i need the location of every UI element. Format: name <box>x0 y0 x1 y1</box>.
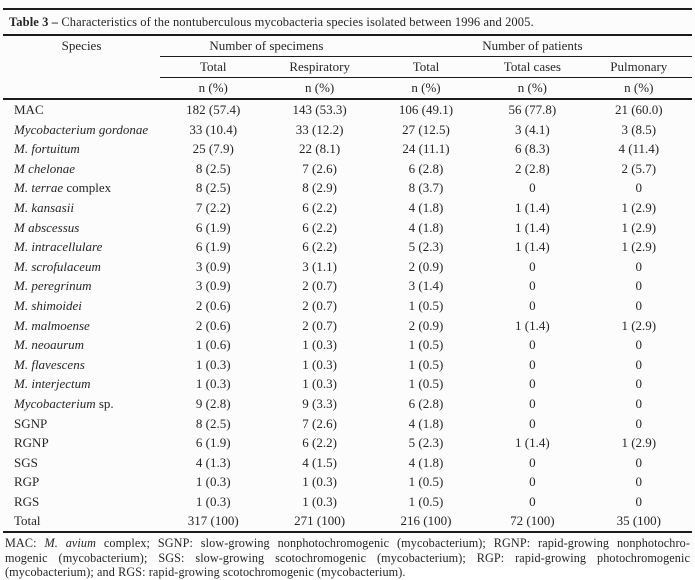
table-row <box>3 218 692 238</box>
species-cell <box>3 198 160 218</box>
table-row <box>3 296 692 316</box>
unit-header-row <box>3 78 692 100</box>
species-cell <box>3 374 160 394</box>
cell-value: 0 <box>635 415 643 431</box>
species-name: M. interjectum <box>14 376 91 392</box>
header-group-specimens: Number of specimens <box>160 35 373 57</box>
header-total-specimens: Total <box>160 57 266 78</box>
cell-value: 1 (2.9) <box>621 239 657 255</box>
cell-value: 2 (0.6) <box>195 317 231 333</box>
species-name: RGS <box>14 493 40 509</box>
footnote-line <box>5 565 690 580</box>
cell-value: 0 <box>635 376 643 392</box>
unit-label: n (%) <box>586 78 692 100</box>
cell-value: 0 <box>529 493 536 509</box>
cell-value: 9 (3.3) <box>302 395 337 411</box>
footnote-segment: M. avium <box>44 536 96 551</box>
table-row <box>3 99 692 120</box>
cell-value: 182 (57.4) <box>186 102 241 117</box>
cell-value: 4 (1.8) <box>408 415 444 431</box>
header-respiratory: Respiratory <box>266 57 372 78</box>
group-header-row <box>3 35 692 57</box>
cell-value: 1 (1.4) <box>515 239 550 255</box>
cell-value: 0 <box>635 395 643 411</box>
cell-value: 72 (100) <box>510 513 555 529</box>
species-table <box>3 34 692 533</box>
cell-value: 0 <box>529 376 536 392</box>
species-name: M abscessus <box>14 219 80 235</box>
header-total-patients: Total <box>373 57 479 78</box>
species-name: M. scrofulaceum <box>14 258 101 274</box>
cell-value: 6 (2.2) <box>302 435 337 451</box>
table-row <box>3 394 692 414</box>
cell-value: 317 (100) <box>187 513 239 529</box>
cell-value: 0 <box>529 356 536 372</box>
cell-value: 33 (10.4) <box>189 121 238 137</box>
subcolumn-header-row <box>3 57 692 78</box>
cell-value: 0 <box>529 395 536 411</box>
species-name: SGNP <box>14 415 48 431</box>
cell-value: 25 (7.9) <box>192 141 234 157</box>
table-row <box>3 492 692 512</box>
table-row <box>3 453 692 473</box>
footnote-line <box>5 536 690 551</box>
species-cell <box>3 492 160 512</box>
cell-value: 216 (100) <box>400 513 452 529</box>
table-row <box>3 120 692 140</box>
cell-value: 1 (0.3) <box>302 376 337 392</box>
cell-value: 2 (0.9) <box>408 258 444 274</box>
species-cell <box>3 511 160 532</box>
cell-value: 8 (2.9) <box>302 180 337 196</box>
cell-value: 22 (8.1) <box>299 141 341 157</box>
species-cell <box>3 453 160 473</box>
species-name: M. malmoense <box>14 317 90 333</box>
cell-value: 2 (5.7) <box>621 160 657 176</box>
table-row <box>3 414 692 434</box>
cell-value: 143 (53.3) <box>292 102 347 117</box>
header-spacer <box>3 78 160 100</box>
cell-value: 1 (0.3) <box>195 493 231 509</box>
table-row <box>3 139 692 159</box>
cell-value: 3 (4.1) <box>515 121 550 137</box>
cell-value: 8 (2.5) <box>195 415 231 431</box>
cell-value: 271 (100) <box>294 513 346 529</box>
table-header <box>3 35 692 99</box>
cell-value: 0 <box>635 337 643 353</box>
species-cell <box>3 237 160 257</box>
cell-value: 0 <box>529 278 536 294</box>
cell-value: 8 (2.5) <box>195 160 231 176</box>
cell-value: 1 (0.5) <box>408 493 444 509</box>
cell-value: 3 (0.9) <box>195 278 231 294</box>
cell-value: 7 (2.6) <box>302 160 337 176</box>
cell-value: 1 (2.9) <box>621 317 657 333</box>
species-name: M. peregrinum <box>14 278 92 294</box>
cell-value: 27 (12.5) <box>402 121 450 137</box>
cell-value: 0 <box>529 180 536 196</box>
cell-value: 1 (2.9) <box>621 199 657 215</box>
cell-value: 2 (0.7) <box>302 297 337 313</box>
cell-value: 6 (2.2) <box>302 239 337 255</box>
species-name: M. kansasii <box>14 199 74 215</box>
species-cell <box>3 433 160 453</box>
cell-value: 5 (2.3) <box>408 435 444 451</box>
footnote-segment: MAC: <box>5 536 45 551</box>
cell-value: 8 (3.7) <box>408 180 444 196</box>
cell-value: 3 (0.9) <box>195 258 231 274</box>
cell-value: 6 (1.9) <box>195 435 231 451</box>
species-name: M. terrae <box>14 180 64 196</box>
cell-value: 1 (0.3) <box>302 493 337 509</box>
cell-value: 6 (8.3) <box>515 141 550 157</box>
species-name: M. neoaurum <box>14 337 85 353</box>
footnote-segment: complex; SGNP: slow-growing nonphotochromogenic (mycobacterium); RGNP: rapid-growing nonphotochro- <box>96 536 691 551</box>
cell-value: 1 (1.4) <box>515 219 550 235</box>
cell-value: 6 (1.9) <box>195 219 231 235</box>
cell-value: 1 (1.4) <box>515 435 550 451</box>
species-name: Mycobacterium gordonae <box>14 121 149 137</box>
cell-value: 0 <box>635 493 643 509</box>
cell-value: 1 (0.6) <box>195 337 231 353</box>
header-total-cases: Total cases <box>479 57 585 78</box>
cell-value: 8 (2.5) <box>195 180 231 196</box>
cell-value: 1 (0.3) <box>195 376 231 392</box>
footnote-segment: (mycobacterium); and RGS: rapid-growing scotochromogenic (mycobacterium). <box>5 565 406 580</box>
cell-value: 6 (2.2) <box>302 219 337 235</box>
cell-value: 0 <box>529 258 536 274</box>
species-name: M. intracellulare <box>14 239 103 255</box>
table-row <box>3 433 692 453</box>
cell-value: 0 <box>635 356 643 372</box>
species-name: M. flavescens <box>14 356 85 372</box>
cell-value: 1 (1.4) <box>515 199 550 215</box>
table-row <box>3 472 692 492</box>
species-cell <box>3 159 160 179</box>
cell-value: 1 (0.5) <box>408 376 444 392</box>
unit-label: n (%) <box>373 78 479 100</box>
table-row <box>3 257 692 277</box>
species-name: Total <box>14 513 41 529</box>
cell-value: 1 (0.5) <box>408 356 444 372</box>
species-cell <box>3 139 160 159</box>
cell-value: 1 (0.5) <box>408 337 444 353</box>
cell-value: 1 (0.5) <box>408 474 444 490</box>
header-spacer <box>3 57 160 78</box>
cell-value: 4 (1.8) <box>408 219 444 235</box>
cell-value: 0 <box>529 474 536 490</box>
species-cell <box>3 296 160 316</box>
cell-value: 6 (2.8) <box>408 395 444 411</box>
species-name: RGP <box>14 474 40 490</box>
cell-value: 1 (0.3) <box>302 356 337 372</box>
header-species: Species <box>61 38 102 54</box>
cell-value: 3 (1.1) <box>302 258 337 274</box>
caption-text: Characteristics of the nontuberculous mycobacteria species isolated between 1996 and 2005. <box>61 15 534 29</box>
species-name: RGNP <box>14 435 49 451</box>
table-caption <box>3 10 692 34</box>
cell-value: 0 <box>635 258 643 274</box>
species-name: M. fortuitum <box>14 141 80 157</box>
table-body <box>3 99 692 532</box>
cell-value: 24 (11.1) <box>402 141 450 157</box>
cell-value: 0 <box>529 297 536 313</box>
cell-value: 3 (1.4) <box>408 278 444 294</box>
species-name: SGS <box>14 454 38 470</box>
cell-value: 1 (1.4) <box>515 317 550 333</box>
cell-value: 56 (77.8) <box>508 102 557 117</box>
table-row <box>3 335 692 355</box>
species-cell <box>3 99 160 120</box>
table-row <box>3 316 692 336</box>
cell-value: 33 (12.2) <box>295 121 344 137</box>
cell-value: 4 (1.3) <box>195 454 231 470</box>
cell-value: 6 (1.9) <box>195 239 231 255</box>
cell-value: 4 (11.4) <box>618 141 660 157</box>
cell-value: 0 <box>635 474 643 490</box>
species-cell <box>3 257 160 277</box>
species-cell <box>3 394 160 414</box>
table-row <box>3 178 692 198</box>
cell-value: 1 (2.9) <box>621 219 657 235</box>
cell-value: 7 (2.2) <box>195 199 231 215</box>
table-row <box>3 159 692 179</box>
footnote-line <box>5 551 690 566</box>
cell-value: 0 <box>635 278 643 294</box>
cell-value: 2 (0.6) <box>195 297 231 313</box>
unit-label: n (%) <box>266 78 372 100</box>
table-row <box>3 511 692 532</box>
header-group-patients: Number of patients <box>373 35 692 57</box>
table-row <box>3 198 692 218</box>
cell-value: 5 (2.3) <box>408 239 444 255</box>
cell-value: 35 (100) <box>616 513 661 529</box>
table-row <box>3 237 692 257</box>
cell-value: 106 (49.1) <box>398 102 454 117</box>
cell-value: 1 (0.3) <box>302 474 337 490</box>
cell-value: 2 (0.7) <box>302 278 337 294</box>
table-row <box>3 374 692 394</box>
unit-label: n (%) <box>160 78 266 100</box>
cell-value: 1 (0.3) <box>195 356 231 372</box>
cell-value: 1 (0.3) <box>195 474 231 490</box>
cell-value: 0 <box>635 454 643 470</box>
cell-value: 2 (0.7) <box>302 317 337 333</box>
species-name: M. shimoidei <box>14 297 82 313</box>
cell-value: 4 (1.5) <box>302 454 337 470</box>
species-cell <box>3 276 160 296</box>
cell-value: 1 (2.9) <box>621 435 657 451</box>
cell-value: 0 <box>529 337 536 353</box>
species-cell <box>3 335 160 355</box>
footnote-segment: mogenic (mycobacterium); SGS: slow-growing scotochromogenic (mycobacterium); RGP: rapid-growing photochromogenic <box>5 550 690 565</box>
species-cell <box>3 472 160 492</box>
cell-value: 0 <box>529 454 536 470</box>
species-cell <box>3 120 160 140</box>
cell-value: 2 (2.8) <box>515 160 550 176</box>
cell-value: 9 (2.8) <box>195 395 231 411</box>
header-pulmonary: Pulmonary <box>586 57 692 78</box>
species-cell <box>3 414 160 434</box>
species-cell <box>3 218 160 238</box>
species-cell <box>3 178 160 198</box>
species-cell <box>3 355 160 375</box>
table-row <box>3 355 692 375</box>
footnote <box>3 536 692 580</box>
cell-value: 3 (8.5) <box>621 121 657 137</box>
cell-value: 2 (0.9) <box>408 317 444 333</box>
cell-value: 4 (1.8) <box>408 454 444 470</box>
species-name: MAC <box>14 102 44 117</box>
table-row <box>3 276 692 296</box>
species-suffix: complex <box>63 180 112 196</box>
cell-value: 21 (60.0) <box>614 102 663 117</box>
cell-value: 6 (2.8) <box>408 160 444 176</box>
species-cell <box>3 316 160 336</box>
species-name: M chelonae <box>14 160 76 176</box>
cell-value: 0 <box>529 415 536 431</box>
cell-value: 4 (1.8) <box>408 199 444 215</box>
species-name: Mycobacterium <box>14 395 96 411</box>
unit-label: n (%) <box>479 78 585 100</box>
cell-value: 1 (0.5) <box>408 297 444 313</box>
caption-label: Table 3 – <box>9 15 59 29</box>
cell-value: 0 <box>635 297 643 313</box>
cell-value: 7 (2.6) <box>302 415 337 431</box>
cell-value: 6 (2.2) <box>302 199 337 215</box>
cell-value: 0 <box>635 180 643 196</box>
cell-value: 1 (0.3) <box>302 337 337 353</box>
species-suffix: sp. <box>95 395 114 411</box>
